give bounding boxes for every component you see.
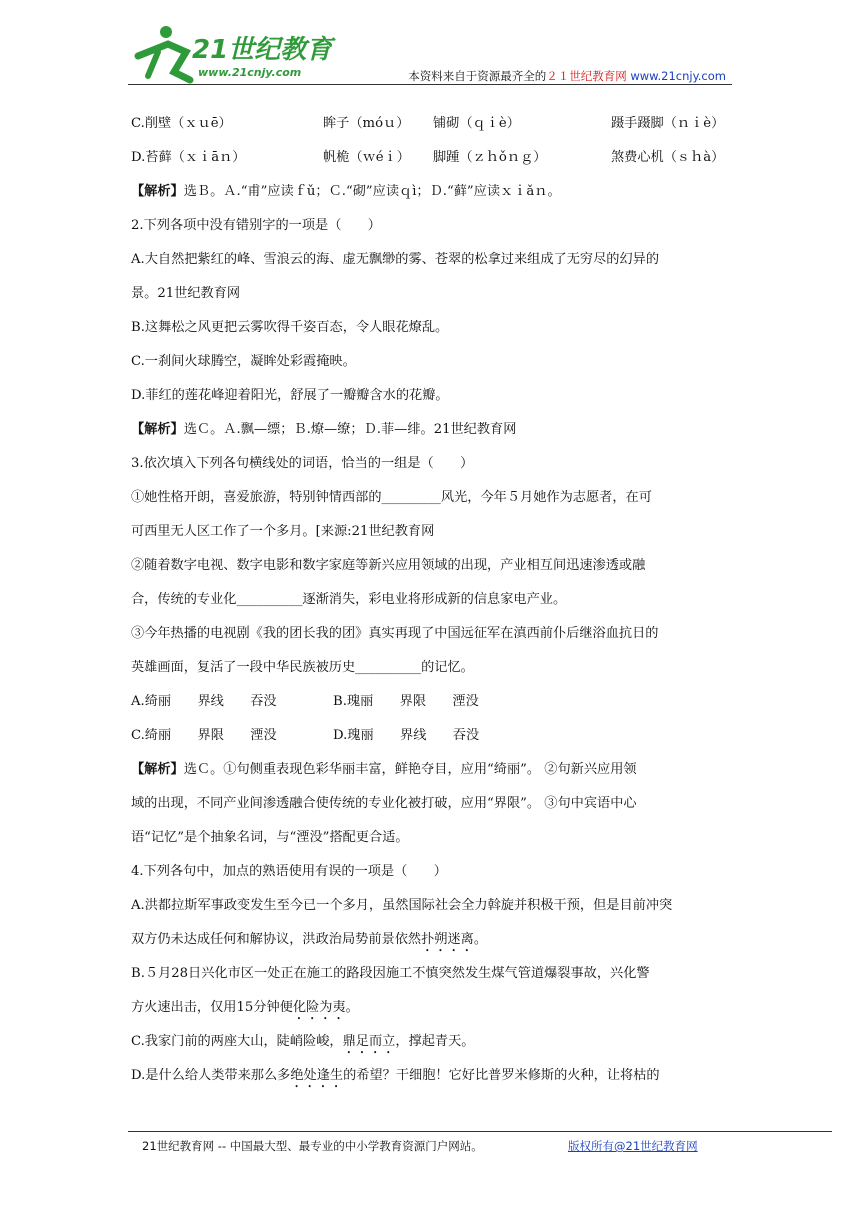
- q3-analysis-line2: 域的出现，不同产业间渗透融合使传统的专业化被打破，应用“界限”。 ③句中宾语中心: [131, 796, 637, 811]
- option-c-word4: 蹑手蹑脚（ｎｉè）: [611, 116, 725, 131]
- q3-question: 3.依次填入下列各句横线处的词语，恰当的一组是（ ）: [131, 456, 474, 471]
- text: 。: [345, 1000, 359, 1015]
- q3-sentence3-line1: ③今年热播的电视剧《我的团长我的团》真实再现了中国远征军在滇西前仆后继浴血抗日的: [131, 626, 659, 641]
- tagline-brand[interactable]: ２１世纪教育网: [546, 69, 627, 83]
- q2-option-c: C.一刹间火球腾空，凝眸处彩霞掩映。: [131, 354, 356, 369]
- dotted-idiom: 绝处逢生: [290, 1068, 344, 1083]
- q2-option-a-line2: 景。21世纪教育网: [131, 286, 241, 301]
- option-d-word2: 帆桅（ｗéｉ）: [323, 150, 410, 165]
- header-tagline: [408, 68, 726, 84]
- q2-option-b: B.这舞松之风更把云雾吹得千姿百态，令人眼花燎乱。: [131, 320, 449, 335]
- text: C.我家门前的两座大山，陡峭险峻，: [131, 1034, 343, 1049]
- site-logo: [128, 22, 338, 84]
- copyright-link[interactable]: 版权所有@21世纪教育网: [568, 1139, 698, 1153]
- analysis-tag: 【解析】: [131, 184, 184, 199]
- q2-option-a-line1: A.大自然把紫红的峰、雪浪云的海、虚无飘缈的雾、苍翠的松拿过来组成了无穷尽的幻异的: [131, 252, 660, 267]
- q2-option-d: D.菲红的莲花峰迎着阳光，舒展了一瓣瓣含水的花瓣。: [131, 388, 449, 403]
- option-c-word3: 铺砌（ｑｉè）: [433, 116, 520, 131]
- page-header: [128, 22, 732, 86]
- text: ，撑起青天。: [395, 1034, 475, 1049]
- analysis-tag: 【解析】: [131, 422, 184, 437]
- q3-sentence1-line1: ①她性格开朗，喜爱旅游，特别钟情西部的_________风光，今年５月她作为志愿者，在可: [131, 490, 652, 505]
- text: 。: [473, 932, 488, 947]
- q3-option-c: C.绮丽 界限 湮没: [131, 728, 277, 743]
- q4-option-d: [131, 1064, 660, 1091]
- text: D.是什么给人类带来那么多: [131, 1068, 291, 1083]
- dotted-idiom: 扑朔迷离: [421, 932, 474, 947]
- footer-text: 21世纪教育网 -- 中国最大型、最专业的中小学教育资源门户网站。: [142, 1139, 483, 1153]
- q1-analysis: [131, 180, 561, 199]
- q4-option-b-line2: [131, 996, 359, 1023]
- tagline-url[interactable]: www.21cnjy.com: [630, 69, 726, 83]
- q4-option-a-line2: [131, 928, 487, 955]
- footer-divider: [128, 1131, 832, 1132]
- q3-analysis-line1: [131, 758, 637, 777]
- q3-sentence2-line2: 合，传统的专业化__________逐渐消失，彩电业将形成新的信息家电产业。: [131, 592, 567, 607]
- dotted-idiom: 化险为夷: [292, 1000, 346, 1015]
- q3-sentence3-line2: 英雄画面，复活了一段中华民族被历史__________的记忆。: [131, 660, 474, 675]
- analysis-text: 选Ｃ。Ａ.飘—缥；Ｂ.燎—缭；Ｄ.菲—绯。21世纪教育网: [183, 422, 517, 437]
- option-d-word3: 脚踵（ｚｈǒｎｇ）: [433, 150, 547, 165]
- q4-question: 4.下列各句中，加点的熟语使用有误的一项是（ ）: [131, 864, 447, 879]
- q2-analysis: [131, 418, 516, 437]
- analysis-text: 选Ｂ。Ａ.“甫”应读ｆǔ；Ｃ.“砌”应读ｑì；Ｄ.“藓”应读ｘｉǎｎ。: [183, 184, 561, 199]
- logo-url: www.21cnjy.com: [198, 66, 302, 79]
- q3-analysis-line3: 语“记忆”是个抽象名词，与“湮没”搭配更合适。: [131, 830, 409, 845]
- q2-question: 2.下列各项中没有错别字的一项是（ ）: [131, 218, 381, 233]
- q3-option-d: D.瑰丽 界线 吞没: [333, 728, 480, 743]
- header-divider: [128, 84, 732, 85]
- option-d-word4: 煞费心机（ｓｈà）: [611, 150, 725, 165]
- q4-option-b-line1: B.５月28日兴化市区一处正在施工的路段因施工不慎突然发生煤气管道爆裂事故，兴化警: [131, 966, 650, 981]
- analysis-tag: 【解析】: [131, 762, 184, 777]
- q4-option-c: [131, 1030, 475, 1057]
- q3-sentence1-line2: 可西里无人区工作了一个多月。[来源:21世纪教育网: [131, 524, 435, 539]
- dotted-idiom: 鼎足而立: [342, 1034, 396, 1049]
- q3-sentence2-line1: ②随着数字电视、数字电影和数字家庭等新兴应用领域的出现，产业相互间迅速渗透或融: [131, 558, 646, 573]
- tagline-prefix: 本资料来自于资源最齐全的: [408, 69, 547, 83]
- text: 双方仍未达成任何和解协议，洪政治局势前景依然: [131, 932, 422, 947]
- q3-option-a: A.绮丽 界线 吞没: [131, 694, 277, 709]
- text: 方火速出击，仅用15分钟便: [131, 1000, 293, 1015]
- option-c-word1: C.削壁（ｘｕē）: [131, 116, 232, 131]
- analysis-text: 选Ｃ。①句侧重表现色彩华丽丰富，鲜艳夺目，应用“绮丽”。 ②句新兴应用领: [183, 762, 637, 777]
- option-c-word2: 眸子（móｕ）: [323, 116, 410, 131]
- logo-text: 21世纪教育: [192, 35, 333, 65]
- q3-option-b: B.瑰丽 界限 湮没: [333, 694, 479, 709]
- option-d-word1: D.苔藓（ｘｉāｎ）: [131, 150, 246, 165]
- text: 的希望？干细胞！它好比普罗米修斯的火种，让将枯的: [343, 1068, 660, 1083]
- q4-option-a-line1: A.洪都拉斯军事政变发生至今已一个多月，虽然国际社会全力斡旋并积极干预，但是目前冲突: [131, 898, 673, 913]
